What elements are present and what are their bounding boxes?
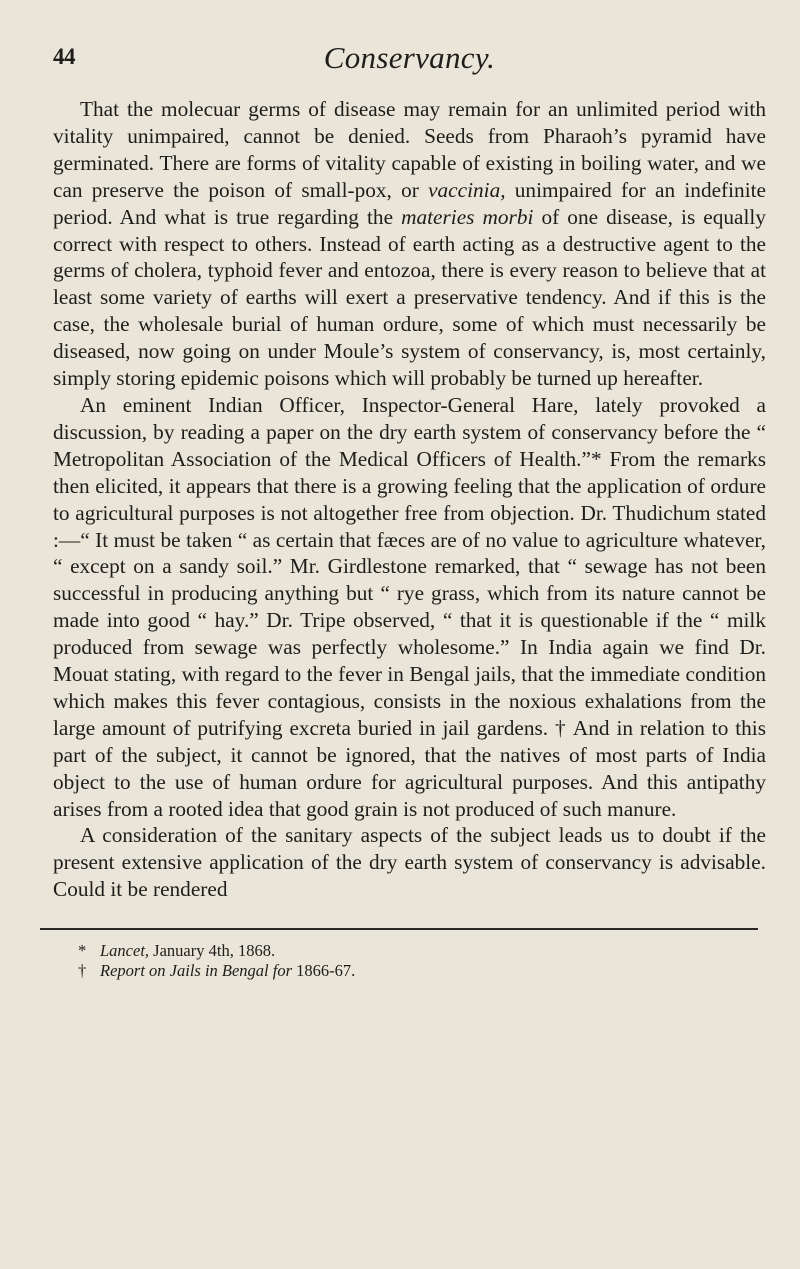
paragraph-discussion-text: An eminent Indian Officer, Inspector-General Hare, lately provoked a discussion, by reading a paper on the dry earth system of conservancy before the “ Metropolitan Association of the Medical Officers of Health.”* From the remarks then elicited, it appears that there is a growing feeling that the application of ordure to agricultural purposes is not altogether free from objection. Dr. Thudichum stated :—“ It must be taken “ as certain that fæces are of no value to agriculture whatever, “ except on a sandy soil.” Mr. Girdlestone remarked, that “ sewage has not been successful in producing anything but “ rye grass, which from its nature cannot be made into good “ hay.” Dr. Tripe observed, “ that it is questionable if the “ milk produced from sewage was perfectly wholesome.” In India again we find Dr. Mouat stating, with regard to the fever in Bengal jails, that the immediate condition which makes this fever contagious, consists in the noxious exhalations from the large amount of putrifying excreta buried in jail gardens. † And in relation to this part of the subject, it cannot be ignored, that the natives of most parts of India object to the use of human ordure for agricultural purposes. And this antipathy arises from a rooted idea that good grain is not produced of such manure.: [53, 392, 766, 821]
footnote-mark-dagger: †: [78, 961, 87, 981]
main-text: [53, 96, 766, 903]
term-vaccinia: vaccinia,: [428, 177, 506, 202]
page-number: 44: [53, 44, 75, 69]
footnote-lancet: [78, 941, 766, 961]
footnote-report-title: Report on Jails in Bengal for: [100, 961, 293, 981]
paragraph-conclusion: [53, 822, 766, 903]
running-title: Conservancy.: [323, 40, 496, 75]
term-materies-morbi: materies morbi: [401, 204, 534, 229]
footnote-source-date: January 4th, 1868.: [149, 941, 276, 961]
paragraph-conclusion-text: A consideration of the sanitary aspects of the subject leads us to doubt if the present extensive application of the dry earth system of conservancy is advisable. Could it be rendered: [53, 823, 766, 902]
footnote-report: [78, 961, 766, 981]
paragraph-germs: [53, 96, 766, 392]
page-header: [53, 40, 766, 96]
footnote-divider: [40, 928, 758, 930]
footnote-source-title: Lancet,: [100, 941, 150, 961]
paragraph-discussion: [53, 392, 766, 823]
footnote-mark-asterisk: *: [78, 941, 87, 961]
paragraph-germs-text-c: unimpaired for an indefinite period. And what is true regarding the: [53, 177, 766, 229]
footnotes: [78, 941, 766, 981]
paragraph-germs-text-e: of one disease, is equally correct with respect to others. Instead of earth acting as a destructive agent to the germs of cholera, typhoid fever and entozoa, there is every reason to believe that at least some variety of earths will exert a preservative tendency. And if this is the case, the wholesale burial of human ordure, some of which must necessarily be diseased, now going on under Moule’s system of conservancy, is, most certainly, simply storing epidemic poisons which will probably be turned up hereafter.: [53, 204, 766, 391]
footnote-report-years: 1866-67.: [292, 961, 356, 981]
paragraph-germs-text-a: That the molecuar germs of disease may remain for an unlimited period with vitality unimpaired, cannot be denied. Seeds from Pharaoh’s pyramid have germinated. There are forms of vitality capable of existing in boiling water, and we can preserve the poison of small-pox, or: [53, 97, 766, 202]
